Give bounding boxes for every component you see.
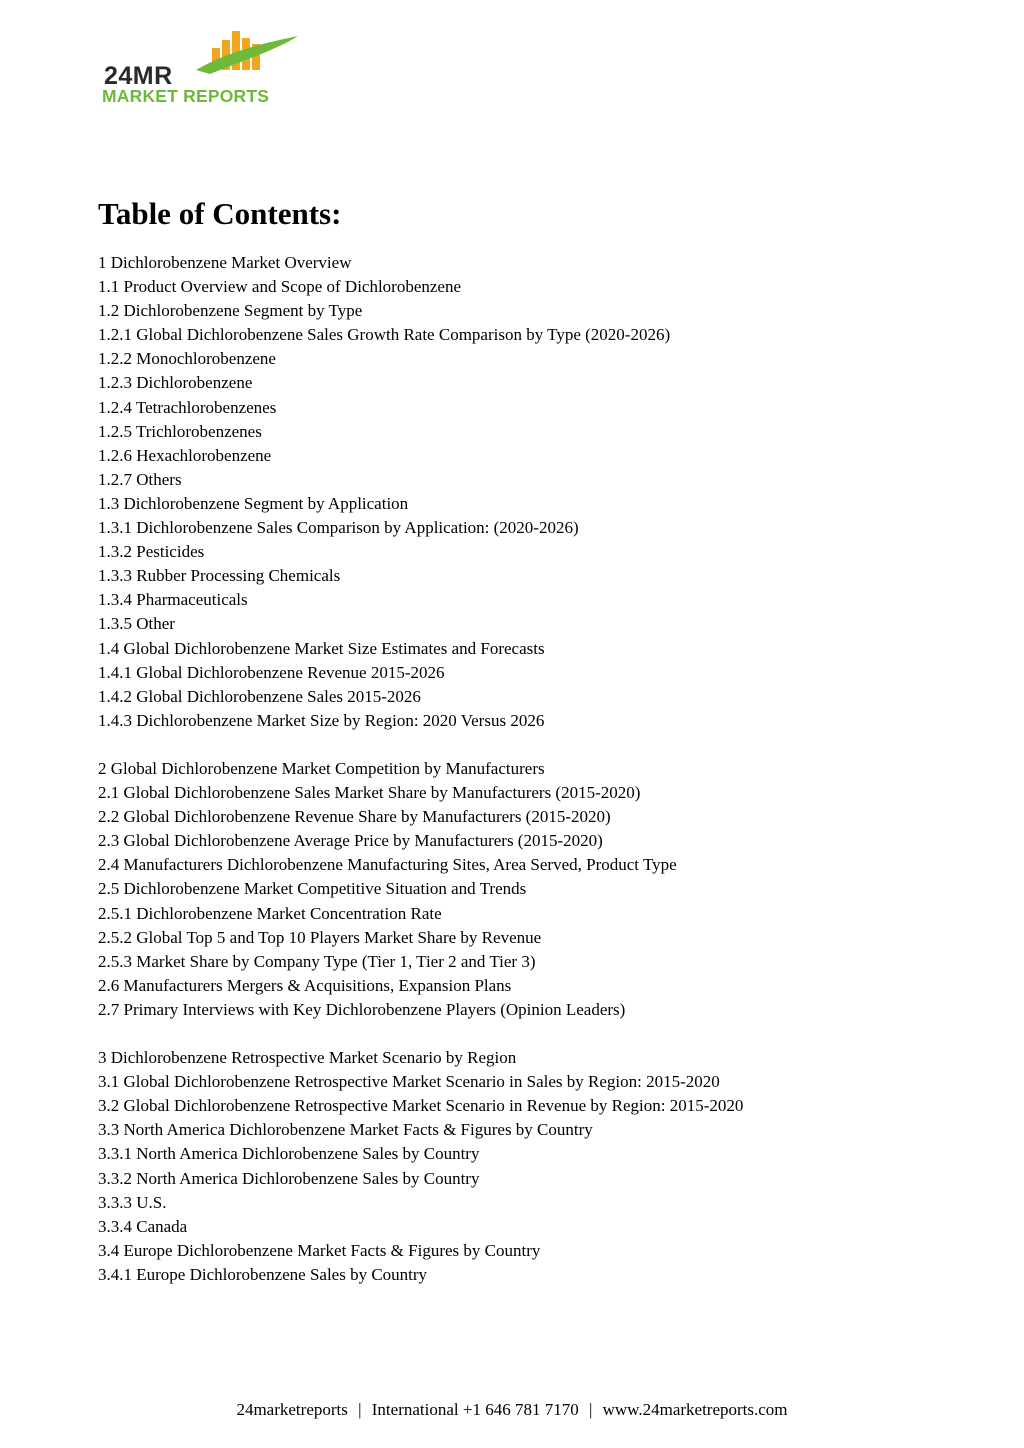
toc-entry: 3.3.1 North America Dichlorobenzene Sales by Country [98,1144,480,1164]
toc-entry: 1.3.4 Pharmaceuticals [98,590,248,610]
page-footer [0,1400,1024,1420]
toc-entry: 1.2.4 Tetrachlorobenzenes [98,397,277,417]
toc-entry: 1.2.5 Trichlorobenzenes [98,421,262,441]
toc-entry: 2.1 Global Dichlorobenzene Sales Market Share by Manufacturers (2015-2020) [98,783,641,803]
toc-entry: 2.5 Dichlorobenzene Market Competitive Situation and Trends [98,879,527,899]
toc-entry: 3.1 Global Dichlorobenzene Retrospective Market Scenario in Sales by Region: 2015-2020 [98,1072,720,1092]
footer-separator: | [588,1400,593,1419]
toc-entry: 3.4.1 Europe Dichlorobenzene Sales by Country [98,1264,428,1284]
toc-entry: 1 Dichlorobenzene Market Overview [98,253,352,272]
toc-entry: 3.3.3 U.S. [98,1192,167,1212]
toc-entry: 2.5.3 Market Share by Company Type (Tier 1, Tier 2 and Tier 3) [98,951,536,971]
toc-entry: 1.1 Product Overview and Scope of Dichlorobenzene [98,277,462,297]
table-of-contents [98,251,978,1287]
toc-entry: 1.2.2 Monochlorobenzene [98,349,276,369]
toc-entry: 3 Dichlorobenzene Retrospective Market Scenario by Region [98,1048,517,1068]
toc-entry: 3.3 North America Dichlorobenzene Market Facts & Figures by Country [98,1120,593,1140]
toc-entry: 1.3.2 Pesticides [98,542,205,562]
company-logo [100,28,305,108]
footer-separator: | [358,1400,362,1419]
toc-section-gap [98,733,978,757]
toc-entry: 1.4.3 Dichlorobenzene Market Size by Region: 2020 Versus 2026 [98,710,545,730]
toc-entry: 3.3.2 North America Dichlorobenzene Sales by Country [98,1168,480,1188]
footer-website: www.24marketreports.com [602,1400,788,1419]
toc-entry: 1.2.6 Hexachlorobenzene [98,445,272,465]
toc-entry: 2.6 Manufacturers Mergers & Acquisitions, Expansion Plans [98,975,512,995]
footer-company: 24marketreports [236,1400,348,1419]
toc-entry: 2.3 Global Dichlorobenzene Average Price by Manufacturers (2015-2020) [98,831,603,851]
toc-entry: 1.4.2 Global Dichlorobenzene Sales 2015-2026 [98,686,421,706]
toc-entry: 1.4 Global Dichlorobenzene Market Size Estimates and Forecasts [98,638,545,658]
page-title: Table of Contents: [98,196,342,231]
toc-entry: 1.3.1 Dichlorobenzene Sales Comparison by Application: (2020-2026) [98,518,579,538]
toc-entry: 2.2 Global Dichlorobenzene Revenue Share by Manufacturers (2015-2020) [98,807,611,827]
toc-entry: 1.3.5 Other [98,614,175,634]
toc-entry: 1.4.1 Global Dichlorobenzene Revenue 2015-2026 [98,662,445,682]
toc-entry: 2.7 Primary Interviews with Key Dichlorobenzene Players (Opinion Leaders) [98,999,626,1019]
toc-entry: 3.2 Global Dichlorobenzene Retrospective Market Scenario in Revenue by Region: 2015-2020 [98,1096,744,1116]
toc-entry: 1.2.7 Others [98,469,182,489]
toc-entry: 2 Global Dichlorobenzene Market Competition by Manufacturers [98,758,545,778]
toc-entry: 1.3 Dichlorobenzene Segment by Application [98,493,409,513]
logo-tagline: MARKET REPORTS [102,86,270,106]
toc-section-gap [98,1022,978,1046]
toc-entry: 1.2.1 Global Dichlorobenzene Sales Growth Rate Comparison by Type (2020-2026) [98,325,671,345]
toc-entry: 3.3.4 Canada [98,1216,188,1236]
toc-entry: 2.4 Manufacturers Dichlorobenzene Manufacturing Sites, Area Served, Product Type [98,855,677,875]
logo-wordmark: 24MR [104,62,173,90]
toc-entry: 2.5.2 Global Top 5 and Top 10 Players Market Share by Revenue [98,927,542,947]
toc-entry: 3.4 Europe Dichlorobenzene Market Facts & Figures by Country [98,1240,541,1260]
toc-entry: 1.2 Dichlorobenzene Segment by Type [98,301,363,321]
toc-entry: 2.5.1 Dichlorobenzene Market Concentration Rate [98,903,442,923]
toc-entry: 1.2.3 Dichlorobenzene [98,373,253,393]
footer-phone: International +1 646 781 7170 [371,1400,579,1419]
toc-entry: 1.3.3 Rubber Processing Chemicals [98,566,341,586]
